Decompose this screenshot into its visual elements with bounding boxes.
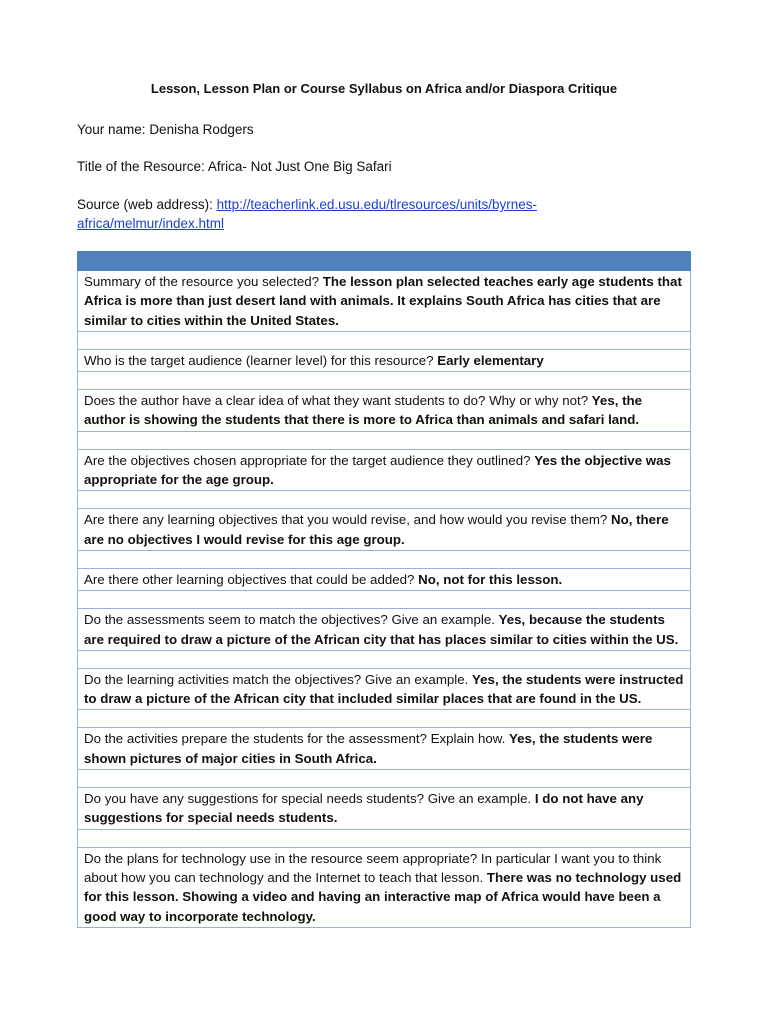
source-link[interactable]: http://teacherlink.ed.usu.edu/tlresources/units/byrnes-africa/melmur/index.html [77, 197, 537, 231]
resource-title-label: Title of the Resource: [77, 159, 208, 174]
table-row [78, 271, 691, 332]
question-cell [78, 349, 691, 371]
question-text: Does the author have a clear idea of what they want students to do? Why or why not? [84, 393, 592, 409]
spacer-cell [78, 829, 691, 847]
answer-text: I do not have any suggestions for special needs students. [84, 791, 644, 826]
spacer-row [78, 829, 691, 847]
document-title: Lesson, Lesson Plan or Course Syllabus on Africa and/or Diaspora Critique [150, 81, 618, 96]
table-row [78, 609, 691, 651]
source-label: Source (web address): [77, 197, 217, 212]
question-text: Do the plans for technology use in the resource seem appropriate? In particular I want you to think about how you can technology and the Internet to teach that lesson. [84, 850, 662, 885]
table-row [78, 349, 691, 371]
spacer-row [78, 650, 691, 668]
question-text: Are the objectives chosen appropriate for the target audience they outlined? [84, 452, 535, 468]
spacer-cell [78, 650, 691, 668]
question-cell [78, 509, 691, 551]
name-field [77, 120, 254, 139]
answer-text: The lesson plan selected teaches early age students that Africa is more than just desert land with animals. It explains South Africa has cities that are similar to cities within the United States. [84, 274, 682, 328]
question-cell [78, 668, 691, 710]
answer-text: Early elementary [437, 352, 544, 368]
critique-table [77, 251, 691, 928]
answer-text: Yes, the author is showing the students that there is more to Africa than animals and safari land. [84, 393, 643, 428]
spacer-cell [78, 331, 691, 349]
table-row [78, 788, 691, 830]
table-row [78, 449, 691, 491]
spacer-cell [78, 591, 691, 609]
question-text: Do the activities prepare the students for the assessment? Explain how. [84, 731, 509, 747]
answer-text: Yes, the students were instructed to draw a picture of the African city that included similar places that are found in the US. [84, 671, 684, 707]
spacer-row [78, 770, 691, 788]
spacer-cell [78, 491, 691, 509]
spacer-row [78, 431, 691, 449]
table-row [78, 390, 691, 432]
question-text: Are there other learning objectives that could be added? [84, 571, 419, 587]
table-row [78, 728, 691, 770]
resource-title-field [77, 157, 392, 176]
spacer-row [78, 372, 691, 390]
source-field [77, 195, 677, 233]
resource-title-value: Africa- Not Just One Big Safari [207, 159, 392, 174]
spacer-row [78, 491, 691, 509]
question-cell [78, 271, 691, 332]
question-cell [78, 609, 691, 651]
answer-text: Yes the objective was appropriate for the age group. [84, 452, 671, 488]
table-row [78, 847, 691, 927]
spacer-row [78, 550, 691, 568]
table-header-row [78, 252, 691, 271]
table-row [78, 568, 691, 590]
question-cell [78, 568, 691, 590]
table-row [78, 668, 691, 710]
spacer-cell [78, 372, 691, 390]
answer-text: Yes, because the students are required to draw a picture of the African city that has places similar to cities within the US. [84, 612, 679, 647]
question-cell [78, 728, 691, 770]
spacer-cell [78, 770, 691, 788]
question-text: Do the learning activities match the objectives? Give an example. [84, 671, 473, 687]
question-text: Are there any learning objectives that you would revise, and how would you revise them? [84, 512, 611, 528]
spacer-row [78, 331, 691, 349]
name-value: Denisha Rodgers [149, 122, 254, 137]
question-cell [78, 390, 691, 432]
question-cell [78, 449, 691, 491]
name-label: Your name: [77, 122, 150, 137]
spacer-cell [78, 431, 691, 449]
spacer-row [78, 591, 691, 609]
question-text: Who is the target audience (learner level) for this resource? [84, 352, 438, 368]
spacer-row [78, 710, 691, 728]
spacer-cell [78, 710, 691, 728]
answer-text: Yes, the students were shown pictures of major cities in South Africa. [84, 731, 653, 766]
question-text: Do you have any suggestions for special needs students? Give an example. [84, 791, 535, 807]
question-cell [78, 788, 691, 830]
table-header-cell [78, 252, 691, 271]
answer-text: No, not for this lesson. [418, 571, 563, 587]
question-cell [78, 847, 691, 927]
table-row [78, 509, 691, 551]
question-text: Summary of the resource you selected? [84, 274, 323, 289]
answer-text: No, there are no objectives I would revise for this age group. [84, 512, 669, 547]
spacer-cell [78, 550, 691, 568]
answer-text: There was no technology used for this lesson. Showing a video and having an interactive map of Africa would have been a good way to incorporate technology. [84, 869, 682, 924]
question-text: Do the assessments seem to match the objectives? Give an example. [84, 612, 499, 628]
